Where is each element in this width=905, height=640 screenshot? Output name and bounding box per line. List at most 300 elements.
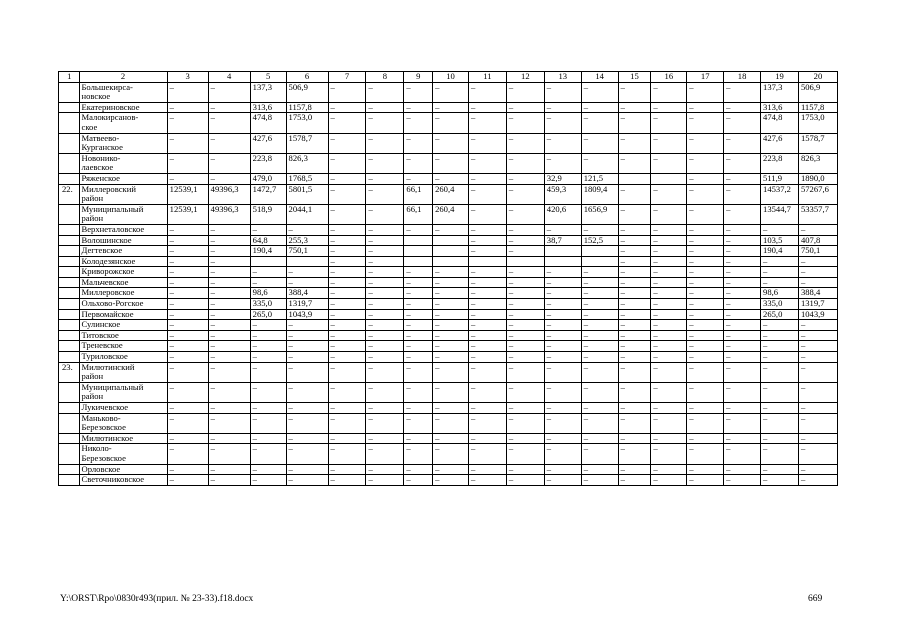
value-cell: – bbox=[404, 224, 433, 235]
value-cell: – bbox=[208, 413, 250, 433]
value-cell: – bbox=[651, 133, 687, 153]
table-row bbox=[59, 133, 838, 153]
value-cell: 12539,1 bbox=[167, 204, 208, 224]
value-cell: – bbox=[286, 224, 328, 235]
value-cell: – bbox=[328, 309, 366, 320]
value-cell: – bbox=[724, 82, 761, 102]
value-cell: – bbox=[468, 224, 506, 235]
value-cell: – bbox=[506, 82, 544, 102]
row-number bbox=[59, 267, 80, 278]
value-cell: 1753,0 bbox=[286, 113, 328, 133]
value-cell: – bbox=[687, 133, 724, 153]
value-cell: – bbox=[433, 403, 469, 414]
value-cell: – bbox=[328, 382, 366, 402]
value-cell: – bbox=[618, 330, 651, 341]
value-cell: – bbox=[208, 320, 250, 331]
value-cell: – bbox=[286, 475, 328, 486]
value-cell: – bbox=[651, 204, 687, 224]
table-row bbox=[59, 330, 838, 341]
header-cell: 20 bbox=[798, 72, 837, 83]
value-cell: – bbox=[687, 309, 724, 320]
value-cell: – bbox=[724, 464, 761, 475]
header-cell: 12 bbox=[506, 72, 544, 83]
value-cell: – bbox=[328, 235, 366, 246]
value-cell: – bbox=[286, 444, 328, 464]
value-cell: 49396,3 bbox=[208, 184, 250, 204]
value-cell: – bbox=[433, 277, 469, 288]
value-cell: – bbox=[506, 299, 544, 310]
value-cell: – bbox=[404, 102, 433, 113]
row-number bbox=[59, 82, 80, 102]
value-cell: – bbox=[651, 224, 687, 235]
value-cell: – bbox=[687, 330, 724, 341]
value-cell: – bbox=[651, 235, 687, 246]
value-cell: – bbox=[651, 433, 687, 444]
value-cell: – bbox=[687, 153, 724, 173]
value-cell: – bbox=[404, 113, 433, 133]
value-cell: – bbox=[328, 204, 366, 224]
row-number bbox=[59, 288, 80, 299]
value-cell: – bbox=[468, 277, 506, 288]
table-row bbox=[59, 362, 838, 382]
value-cell: – bbox=[328, 330, 366, 341]
value-cell: – bbox=[468, 246, 506, 257]
value-cell: 98,6 bbox=[250, 288, 286, 299]
value-cell: – bbox=[506, 330, 544, 341]
value-cell: – bbox=[798, 433, 837, 444]
value-cell: – bbox=[618, 320, 651, 331]
value-cell: – bbox=[761, 330, 799, 341]
value-cell: – bbox=[468, 362, 506, 382]
value-cell: – bbox=[506, 173, 544, 184]
value-cell: – bbox=[167, 246, 208, 257]
row-name: Новонико- лаевское bbox=[79, 153, 167, 173]
value-cell: – bbox=[468, 133, 506, 153]
value-cell: – bbox=[404, 173, 433, 184]
value-cell: 260,4 bbox=[433, 184, 469, 204]
table-row bbox=[59, 246, 838, 257]
row-name: Малокирсанов- ское bbox=[79, 113, 167, 133]
value-cell: 121,5 bbox=[581, 173, 618, 184]
value-cell: – bbox=[724, 403, 761, 414]
value-cell: – bbox=[286, 413, 328, 433]
row-number bbox=[59, 204, 80, 224]
value-cell: – bbox=[167, 133, 208, 153]
value-cell: – bbox=[724, 235, 761, 246]
row-number bbox=[59, 444, 80, 464]
value-cell: – bbox=[208, 299, 250, 310]
value-cell: – bbox=[581, 277, 618, 288]
value-cell: – bbox=[506, 113, 544, 133]
value-cell: – bbox=[286, 362, 328, 382]
value-cell bbox=[404, 235, 433, 246]
value-cell: – bbox=[433, 102, 469, 113]
value-cell: – bbox=[724, 309, 761, 320]
table-row bbox=[59, 403, 838, 414]
header-cell: 2 bbox=[79, 72, 167, 83]
value-cell: – bbox=[506, 288, 544, 299]
value-cell: 2044,1 bbox=[286, 204, 328, 224]
value-cell: – bbox=[651, 382, 687, 402]
value-cell: – bbox=[798, 330, 837, 341]
value-cell: 1043,9 bbox=[798, 309, 837, 320]
value-cell: – bbox=[724, 153, 761, 173]
value-cell: 12539,1 bbox=[167, 184, 208, 204]
value-cell: – bbox=[544, 113, 581, 133]
value-cell: – bbox=[544, 267, 581, 278]
value-cell: 53357,7 bbox=[798, 204, 837, 224]
value-cell: – bbox=[404, 309, 433, 320]
value-cell: – bbox=[167, 362, 208, 382]
value-cell: – bbox=[167, 475, 208, 486]
value-cell: – bbox=[433, 153, 469, 173]
table-row bbox=[59, 235, 838, 246]
value-cell: – bbox=[286, 320, 328, 331]
value-cell: – bbox=[366, 464, 404, 475]
value-cell: – bbox=[687, 444, 724, 464]
value-cell: – bbox=[618, 153, 651, 173]
value-cell: 1809,4 bbox=[581, 184, 618, 204]
value-cell: – bbox=[167, 320, 208, 331]
value-cell: – bbox=[651, 246, 687, 257]
value-cell: – bbox=[544, 475, 581, 486]
value-cell: – bbox=[687, 246, 724, 257]
row-name: Орловское bbox=[79, 464, 167, 475]
value-cell: – bbox=[208, 235, 250, 246]
value-cell: 1578,7 bbox=[798, 133, 837, 153]
value-cell: – bbox=[506, 153, 544, 173]
value-cell: – bbox=[506, 464, 544, 475]
value-cell: – bbox=[433, 362, 469, 382]
value-cell: – bbox=[506, 246, 544, 257]
value-cell: – bbox=[208, 362, 250, 382]
table-row bbox=[59, 256, 838, 267]
value-cell: – bbox=[506, 204, 544, 224]
value-cell: – bbox=[761, 464, 799, 475]
value-cell: – bbox=[208, 267, 250, 278]
value-cell: – bbox=[506, 433, 544, 444]
value-cell: – bbox=[404, 267, 433, 278]
value-cell: – bbox=[651, 256, 687, 267]
value-cell: 1753,0 bbox=[798, 113, 837, 133]
value-cell: – bbox=[687, 82, 724, 102]
value-cell: – bbox=[761, 277, 799, 288]
value-cell: – bbox=[506, 320, 544, 331]
value-cell: – bbox=[208, 224, 250, 235]
value-cell: – bbox=[618, 464, 651, 475]
value-cell: 826,3 bbox=[286, 153, 328, 173]
value-cell: – bbox=[724, 475, 761, 486]
value-cell: – bbox=[618, 235, 651, 246]
value-cell: – bbox=[687, 277, 724, 288]
value-cell: – bbox=[328, 82, 366, 102]
value-cell: – bbox=[724, 341, 761, 352]
value-cell: – bbox=[250, 444, 286, 464]
value-cell: – bbox=[687, 204, 724, 224]
value-cell: – bbox=[651, 113, 687, 133]
header-row bbox=[59, 72, 838, 83]
value-cell: – bbox=[544, 413, 581, 433]
value-cell: – bbox=[433, 224, 469, 235]
value-cell: 1472,7 bbox=[250, 184, 286, 204]
value-cell: – bbox=[250, 341, 286, 352]
value-cell: – bbox=[687, 464, 724, 475]
table-row bbox=[59, 153, 838, 173]
table-row bbox=[59, 464, 838, 475]
value-cell: – bbox=[506, 413, 544, 433]
value-cell: – bbox=[618, 475, 651, 486]
value-cell: – bbox=[687, 102, 724, 113]
value-cell: – bbox=[250, 320, 286, 331]
value-cell: – bbox=[798, 382, 837, 402]
value-cell: – bbox=[286, 267, 328, 278]
value-cell: 506,9 bbox=[798, 82, 837, 102]
value-cell: – bbox=[167, 102, 208, 113]
value-cell: – bbox=[328, 444, 366, 464]
value-cell: – bbox=[366, 413, 404, 433]
header-cell: 18 bbox=[724, 72, 761, 83]
value-cell: 826,3 bbox=[798, 153, 837, 173]
value-cell: – bbox=[724, 256, 761, 267]
value-cell: – bbox=[724, 102, 761, 113]
value-cell: – bbox=[651, 352, 687, 363]
row-name: Дегтевское bbox=[79, 246, 167, 257]
value-cell: – bbox=[798, 464, 837, 475]
value-cell: – bbox=[618, 288, 651, 299]
header-cell: 11 bbox=[468, 72, 506, 83]
value-cell: – bbox=[651, 403, 687, 414]
value-cell: – bbox=[167, 413, 208, 433]
row-number bbox=[59, 320, 80, 331]
value-cell: – bbox=[651, 330, 687, 341]
value-cell: – bbox=[167, 403, 208, 414]
value-cell: – bbox=[328, 113, 366, 133]
value-cell: – bbox=[250, 352, 286, 363]
value-cell: – bbox=[468, 204, 506, 224]
header-cell: 5 bbox=[250, 72, 286, 83]
value-cell: – bbox=[250, 277, 286, 288]
row-name: Треневское bbox=[79, 341, 167, 352]
value-cell: – bbox=[506, 277, 544, 288]
value-cell: – bbox=[544, 320, 581, 331]
value-cell: 750,1 bbox=[286, 246, 328, 257]
value-cell: – bbox=[761, 352, 799, 363]
value-cell: – bbox=[761, 267, 799, 278]
value-cell: – bbox=[724, 184, 761, 204]
value-cell bbox=[404, 256, 433, 267]
value-cell: – bbox=[167, 113, 208, 133]
value-cell: – bbox=[328, 464, 366, 475]
row-name: Милютинский район bbox=[79, 362, 167, 382]
value-cell: – bbox=[286, 464, 328, 475]
header-cell: 13 bbox=[544, 72, 581, 83]
value-cell: – bbox=[506, 224, 544, 235]
value-cell bbox=[433, 235, 469, 246]
value-cell: – bbox=[544, 82, 581, 102]
value-cell: – bbox=[618, 133, 651, 153]
value-cell: – bbox=[581, 362, 618, 382]
value-cell: – bbox=[581, 413, 618, 433]
value-cell: – bbox=[433, 433, 469, 444]
value-cell: – bbox=[468, 267, 506, 278]
value-cell: – bbox=[618, 204, 651, 224]
value-cell: 255,3 bbox=[286, 235, 328, 246]
value-cell: 49396,3 bbox=[208, 204, 250, 224]
value-cell: – bbox=[250, 382, 286, 402]
value-cell: – bbox=[366, 341, 404, 352]
value-cell: – bbox=[581, 341, 618, 352]
value-cell bbox=[544, 256, 581, 267]
value-cell: – bbox=[761, 433, 799, 444]
value-cell: – bbox=[761, 320, 799, 331]
value-cell: – bbox=[404, 475, 433, 486]
value-cell: – bbox=[798, 362, 837, 382]
row-name: Светочниковское bbox=[79, 475, 167, 486]
value-cell: – bbox=[468, 444, 506, 464]
value-cell: – bbox=[506, 235, 544, 246]
row-name: Муниципальный район bbox=[79, 382, 167, 402]
value-cell: – bbox=[651, 82, 687, 102]
header-cell: 10 bbox=[433, 72, 469, 83]
value-cell: – bbox=[208, 82, 250, 102]
value-cell: – bbox=[468, 475, 506, 486]
value-cell: – bbox=[250, 433, 286, 444]
value-cell: – bbox=[651, 102, 687, 113]
value-cell: – bbox=[651, 320, 687, 331]
value-cell bbox=[433, 246, 469, 257]
value-cell: – bbox=[581, 444, 618, 464]
value-cell: – bbox=[404, 341, 433, 352]
value-cell: – bbox=[687, 113, 724, 133]
value-cell bbox=[250, 256, 286, 267]
value-cell: – bbox=[506, 309, 544, 320]
value-cell: – bbox=[328, 413, 366, 433]
value-cell: – bbox=[468, 330, 506, 341]
value-cell: – bbox=[724, 204, 761, 224]
value-cell: – bbox=[544, 433, 581, 444]
row-name: Миллеровский район bbox=[79, 184, 167, 204]
value-cell: – bbox=[433, 330, 469, 341]
value-cell: – bbox=[404, 413, 433, 433]
value-cell: – bbox=[433, 173, 469, 184]
value-cell: – bbox=[404, 330, 433, 341]
value-cell: – bbox=[761, 362, 799, 382]
row-name: Ряженское bbox=[79, 173, 167, 184]
value-cell: – bbox=[366, 224, 404, 235]
value-cell: – bbox=[651, 464, 687, 475]
value-cell: – bbox=[208, 153, 250, 173]
value-cell: – bbox=[328, 320, 366, 331]
row-number bbox=[59, 235, 80, 246]
value-cell: – bbox=[687, 267, 724, 278]
value-cell: – bbox=[761, 256, 799, 267]
value-cell: – bbox=[618, 433, 651, 444]
value-cell: 57267,6 bbox=[798, 184, 837, 204]
value-cell: – bbox=[366, 256, 404, 267]
value-cell: – bbox=[208, 352, 250, 363]
value-cell: – bbox=[433, 341, 469, 352]
value-cell: – bbox=[687, 475, 724, 486]
value-cell: 137,3 bbox=[250, 82, 286, 102]
value-cell: – bbox=[167, 341, 208, 352]
value-cell: – bbox=[366, 277, 404, 288]
value-cell: – bbox=[433, 82, 469, 102]
value-cell: – bbox=[724, 246, 761, 257]
value-cell: – bbox=[208, 475, 250, 486]
value-cell: – bbox=[618, 113, 651, 133]
value-cell: – bbox=[651, 413, 687, 433]
value-cell: – bbox=[328, 352, 366, 363]
value-cell: – bbox=[798, 224, 837, 235]
value-cell: – bbox=[618, 341, 651, 352]
row-number bbox=[59, 133, 80, 153]
value-cell: – bbox=[167, 288, 208, 299]
table-row bbox=[59, 309, 838, 320]
value-cell: 98,6 bbox=[761, 288, 799, 299]
value-cell: – bbox=[581, 288, 618, 299]
value-cell: 13544,7 bbox=[761, 204, 799, 224]
value-cell: – bbox=[167, 433, 208, 444]
value-cell: – bbox=[618, 413, 651, 433]
value-cell: – bbox=[328, 299, 366, 310]
value-cell: – bbox=[208, 113, 250, 133]
value-cell: – bbox=[286, 277, 328, 288]
table-row bbox=[59, 413, 838, 433]
value-cell bbox=[286, 256, 328, 267]
table-row bbox=[59, 102, 838, 113]
value-cell: – bbox=[328, 433, 366, 444]
table-row bbox=[59, 82, 838, 102]
value-cell: – bbox=[366, 102, 404, 113]
header-cell: 3 bbox=[167, 72, 208, 83]
value-cell: – bbox=[506, 362, 544, 382]
value-cell: – bbox=[328, 267, 366, 278]
header-cell: 16 bbox=[651, 72, 687, 83]
value-cell: – bbox=[328, 133, 366, 153]
value-cell: – bbox=[581, 320, 618, 331]
value-cell: – bbox=[366, 299, 404, 310]
value-cell: – bbox=[404, 362, 433, 382]
value-cell: – bbox=[404, 382, 433, 402]
value-cell bbox=[651, 173, 687, 184]
value-cell: – bbox=[544, 341, 581, 352]
value-cell: – bbox=[468, 173, 506, 184]
value-cell: – bbox=[167, 153, 208, 173]
value-cell: – bbox=[328, 475, 366, 486]
value-cell: – bbox=[328, 256, 366, 267]
header-cell: 9 bbox=[404, 72, 433, 83]
value-cell: – bbox=[687, 256, 724, 267]
value-cell: – bbox=[618, 352, 651, 363]
table-row bbox=[59, 475, 838, 486]
value-cell: 506,9 bbox=[286, 82, 328, 102]
value-cell: – bbox=[468, 320, 506, 331]
value-cell: 474,8 bbox=[761, 113, 799, 133]
row-number: 22. bbox=[59, 184, 80, 204]
value-cell: 750,1 bbox=[798, 246, 837, 257]
value-cell: – bbox=[208, 309, 250, 320]
value-cell: – bbox=[328, 224, 366, 235]
value-cell: – bbox=[687, 413, 724, 433]
value-cell: 1890,0 bbox=[798, 173, 837, 184]
value-cell: 1043,9 bbox=[286, 309, 328, 320]
value-cell: – bbox=[468, 341, 506, 352]
value-cell: – bbox=[468, 413, 506, 433]
value-cell: – bbox=[618, 299, 651, 310]
value-cell: – bbox=[404, 320, 433, 331]
value-cell: – bbox=[544, 444, 581, 464]
value-cell: – bbox=[724, 320, 761, 331]
